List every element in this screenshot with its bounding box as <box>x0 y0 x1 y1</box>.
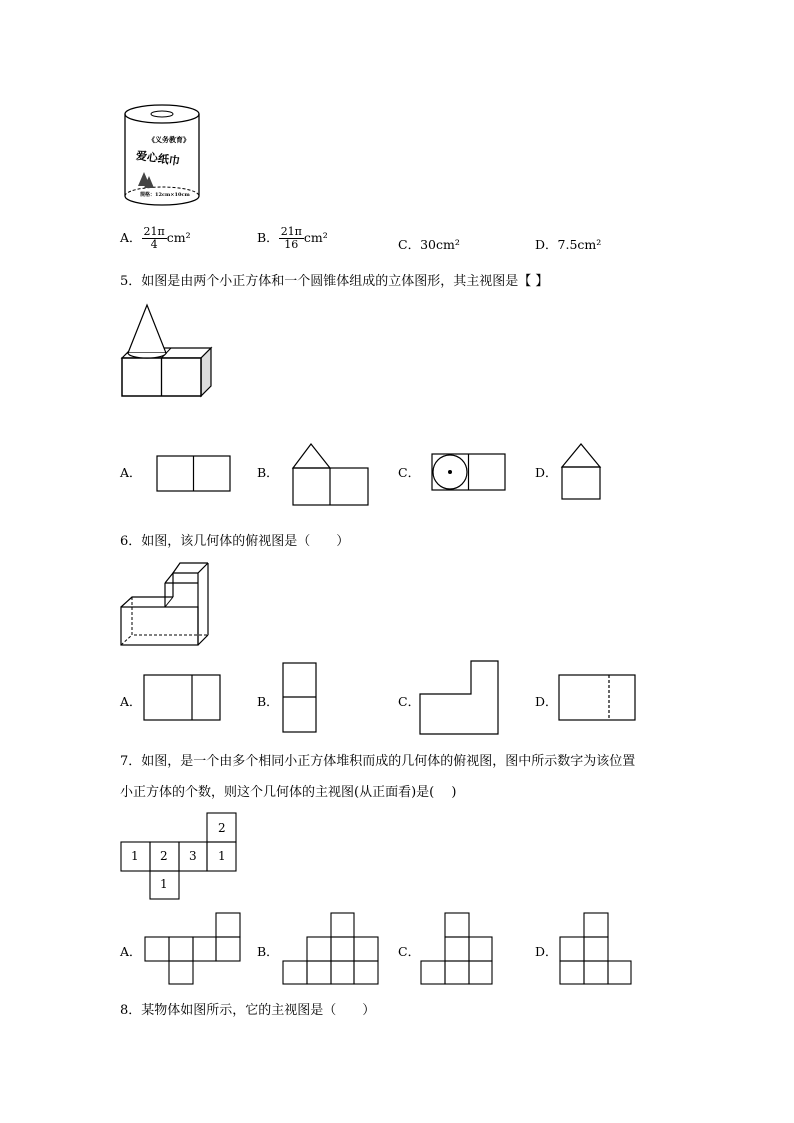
q5-option-a-label: A． <box>120 465 142 480</box>
grid-cell-number: 2 <box>160 849 168 863</box>
q7-option-d-figure <box>559 912 633 986</box>
fraction <box>279 226 304 251</box>
can-label-mid: 爱心纸巾 <box>135 148 181 168</box>
q6-option-a-label: A． <box>120 694 142 709</box>
can-label-bottom: 规格：12cm×10cm <box>140 192 190 198</box>
q5-option-b-figure <box>292 443 370 507</box>
unit: cm² <box>166 230 191 245</box>
q6-option-b-figure <box>282 662 318 734</box>
option-text: 7.5cm² <box>557 237 602 252</box>
q6-question: 6．如图，该几何体的俯视图是（ ） <box>120 534 350 549</box>
q6-option-a-figure <box>143 674 222 722</box>
can-label-top: 《义务教育》 <box>148 135 190 144</box>
unit: cm² <box>303 230 328 245</box>
option-letter: C． <box>398 237 421 252</box>
q5-option-d-figure <box>561 443 603 501</box>
q6-option-d-label: D． <box>535 694 558 709</box>
q8-question: 8．某物体如图所示，它的主视图是（ ） <box>120 1003 376 1018</box>
q6-option-b-label: B． <box>257 694 279 709</box>
option-text: 30cm² <box>420 237 460 252</box>
fraction-denominator: 4 <box>150 238 158 251</box>
fraction-denominator: 16 <box>284 238 299 251</box>
q4-option-a <box>120 226 191 251</box>
q7-option-a-figure <box>144 912 242 986</box>
q6-option-d-figure <box>558 674 637 722</box>
q4-option-d <box>535 235 601 253</box>
q5-option-a-figure <box>156 455 232 493</box>
l-shape-solid-figure <box>120 561 212 647</box>
q7-option-a-label: A． <box>120 944 142 959</box>
q4-option-c <box>398 235 460 253</box>
option-letter: B． <box>257 230 279 245</box>
grid-cell-number: 3 <box>189 849 197 863</box>
q7-question-line-2: 小正方体的个数，则这个几何体的主视图(从正面看)是( ) <box>120 785 457 800</box>
cone-on-cubes-figure <box>120 303 215 401</box>
q7-option-d-label: D． <box>535 944 558 959</box>
option-letter: A． <box>120 230 142 245</box>
q7-option-b-label: B． <box>257 944 279 959</box>
q5-option-c-figure <box>431 453 507 492</box>
grid-cell-number: 1 <box>131 849 139 863</box>
option-letter: D． <box>535 237 558 252</box>
q6-option-c-figure <box>419 660 501 736</box>
q5-option-d-label: D． <box>535 465 558 480</box>
grid-cell-number: 1 <box>160 877 168 891</box>
q5-option-b-label: B． <box>257 465 279 480</box>
q7-option-c-label: C． <box>398 944 421 959</box>
fraction <box>142 226 167 251</box>
q7-question-line-1: 7．如图，是一个由多个相同小正方体堆积而成的几何体的俯视图，图中所示数字为该位置 <box>120 754 636 769</box>
fraction-numerator: 21π <box>280 225 302 238</box>
q4-option-b <box>257 226 328 251</box>
q6-option-c-label: C． <box>398 694 421 709</box>
q7-option-c-figure <box>420 912 494 986</box>
grid-cell-number: 2 <box>218 821 226 835</box>
grid-cell-number: 1 <box>218 849 226 863</box>
fraction-numerator: 21π <box>143 225 165 238</box>
q5-question: 5．如图是由两个小正方体和一个圆锥体组成的立体图形，其主视图是【 】 <box>120 274 549 289</box>
q5-option-c-label: C． <box>398 465 421 480</box>
q7-option-b-figure <box>282 912 380 986</box>
